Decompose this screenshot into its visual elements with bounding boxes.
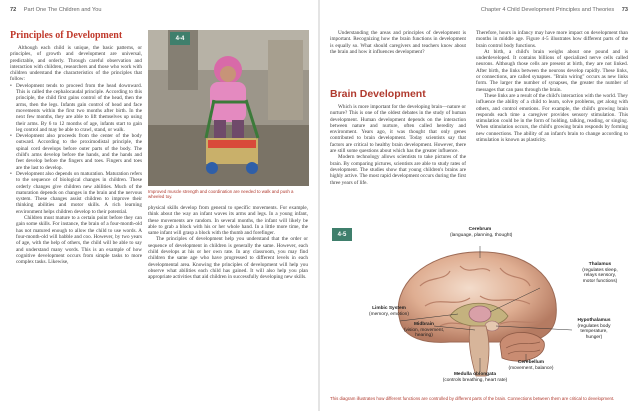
label-hypothalamus-title: Hypothalamus xyxy=(577,318,611,323)
right-intro-paragraph: Understanding the areas and principles of development is important. Recognizing how the brain functions in development is equally so. What should caregivers and teachers know about the brain and how it influences development? xyxy=(330,30,466,55)
label-limbic-title: Limbic System xyxy=(372,306,406,311)
figure-caption-4-4: Improved muscle strength and coordination are needed to walk and push a wheeled toy. xyxy=(148,189,294,200)
col2-paragraph-2: The principles of development help you understand that the order or sequence of development in children is generally the same. However, each child develops at his or her own rate. In any classroom, you may find children the same age who have progressed to different levels in each developmental area. Knowing the principles of development will help you observe what abilities each child has gained. It will also help you plan appropriate activities that aid children in successfully developing new skills. xyxy=(148,236,308,281)
label-thalamus-sub1: (regulates sleep, xyxy=(582,267,618,273)
label-midbrain-sub1: (vision, movement, xyxy=(403,327,445,333)
label-cerebellum-title: Cerebellum xyxy=(517,360,545,365)
figure-badge-4-4: 4-4 xyxy=(170,32,190,45)
brain-paragraph-1: Which is more important for the developing brain—nature or nurture? This is one of the oldest debates in the study of human development. Human development depends on the interaction between nature and nurture, often called heredity and environment. Years ago, it was thought that only genes contributed to brain development. Today scientists say that factors are critical to healthy brain development. However, there are still some questions about which has the greater influence. xyxy=(330,104,466,155)
figure-caption-4-5: This diagram illustrates how different functions are controlled by different parts of the brain. Connections between them are critical to development. xyxy=(330,396,615,401)
label-cerebrum xyxy=(450,227,513,238)
right-col2-paragraph-2: At birth, a child's brain weighs about one pound and is underdeveloped. It contains billions of specialized nerve cells called neurons. Although those cells are present at birth, they are not linked. After birth, the links between the neurons develop rapidly. These links, or connections, are called synapses. "Brain wiring" occurs as new links form. The larger the number of synapses, the greater the number of messages that can pass through the brain. xyxy=(476,48,628,93)
label-limbic-sub: (memory, emotion) xyxy=(369,311,409,317)
label-thalamus xyxy=(574,262,626,284)
right-chapter-title: Chapter 4 Child Development Principles and Theories xyxy=(480,7,615,13)
figure-badge-4-5: 4-5 xyxy=(332,228,352,241)
label-medulla-title: Medulla oblongata xyxy=(453,372,497,377)
toddler-photo xyxy=(148,30,309,186)
left-column-1 xyxy=(10,45,142,265)
label-hypothalamus xyxy=(564,318,624,340)
left-page xyxy=(0,0,318,411)
right-col2-paragraph-3: These links are a result of the child's interaction with the world. They influence the ability of a child to learn, solve problems, get along with others, and control emotions. For example, the child's growing brain responds each time a caregiver provides sensory stimulation. This stimulation could be in the form of holding, talking, reading, or singing. When stimulation occurs, the child's growing brain responds by forming new connections. The ability of an infant's brain to change according to stimulation is known as plasticity. xyxy=(476,92,628,144)
left-page-header xyxy=(10,7,101,13)
label-hypo-sub3: hunger) xyxy=(585,334,603,340)
right-column-1-body xyxy=(330,104,466,186)
right-page xyxy=(320,0,638,411)
left-page-number: 72 xyxy=(10,7,17,13)
col2-paragraph-1: physical skills develop from general to specific movements. For example, think about the way an infant waves its arms and legs. In a young infant, these movements are random. In several months, the infant will likely be able to grab a block with his or her whole hand. In a little more time, the same infant will grasp a block with the thumb and forefinger. xyxy=(148,205,308,237)
label-cerebrum-title: Cerebrum xyxy=(468,227,492,232)
label-midbrain-title: Midbrain xyxy=(414,322,434,327)
label-cerebellum-sub: (movement, balance) xyxy=(508,365,554,371)
right-column-1 xyxy=(330,30,466,55)
label-medulla-sub: (controls breathing, heart rate) xyxy=(442,377,508,383)
toddler-photo-icon xyxy=(148,30,309,186)
label-cerebrum-sub: (language, planning, thought) xyxy=(450,232,513,238)
label-hypo-sub2: temperature, xyxy=(580,329,608,335)
right-page-number: 73 xyxy=(621,7,628,13)
label-limbic-system xyxy=(364,306,414,317)
list-item: • Development tends to proceed from the head downward. This is called the cephalocaudal principle. According to this principle, the child first gains control of the head, then the arms, then the legs. Infants gain control of head and face movements within the first two months after birth. In the next few months, they are able to lift themselves up using their arms. By 6 to 12 months of age, infants start to gain leg control and may be able to crawl, stand, or walk. xyxy=(10,83,142,133)
right-column-2 xyxy=(476,30,628,143)
principles-list xyxy=(10,83,142,215)
label-hypo-sub1: (regulates body xyxy=(577,323,611,329)
left-column-2 xyxy=(148,205,308,281)
section-title-brain: Brain Development xyxy=(330,88,426,100)
maturation-paragraph: Children must mature to a certain point before they can gain some skills. For instance, the brain of a four-month-old has not matured enough to allow the child to use words. A four-month-old will babble and coo. However, by two years of age, with the help of others, the child will be able to say and understand many words. This is an example of how cognitive development occurs from simple tasks to more complex tasks. Likewise, xyxy=(16,215,142,266)
right-col2-paragraph-1: Therefore, hours in infancy may have more impact on development than months in middle age. Figure 4-5 illustrates how different parts of the brain control body functions. xyxy=(476,30,628,49)
section-title-principles: Principles of Development xyxy=(10,30,123,41)
label-thalamus-title: Thalamus xyxy=(588,262,612,267)
label-midbrain-sub2: hearing) xyxy=(415,333,433,339)
brain-paragraph-2: Modern technology allows scientists to take pictures of the brain. By comparing pictures, scientists are able to study rates of development. The studies show that young children's brains are highly active. The most rapid development occurs during the first three years of life. xyxy=(330,154,466,186)
list-item: • Development also proceeds from the center of the body outward. According to the proximodistal principle, the spinal cord develops before outer parts of the body. The child's arms develop before the hands, and the hands and feet develop before the fingers and toes. Fingers and toes are the last to develop. xyxy=(10,133,142,171)
list-item: • Development also depends on maturation. Maturation refers to the sequence of biological changes in children. These orderly changes give children new abilities. Much of the maturation depends on changes in the brain and the nervous system. These changes assist children to improve their thinking abilities and motor skills. A rich learning environment helps children develop to their potential. xyxy=(10,171,142,215)
label-cerebellum xyxy=(506,360,556,371)
label-medulla-oblongata xyxy=(435,372,515,383)
label-thalamus-sub3: motor functions) xyxy=(582,278,618,284)
brain-figure xyxy=(330,226,626,394)
label-thalamus-sub2: relays sensory, xyxy=(584,273,616,279)
intro-paragraph: Although each child is unique, the basic patterns, or principles, of growth and development are universal, predictable, and orderly. Through careful observation and interaction with children, researchers and those who work with children understand the characteristics of the principles that follow: xyxy=(10,45,142,83)
left-part-title: Part One The Children and You xyxy=(23,7,102,13)
right-page-header xyxy=(481,7,628,13)
label-midbrain xyxy=(398,322,450,339)
